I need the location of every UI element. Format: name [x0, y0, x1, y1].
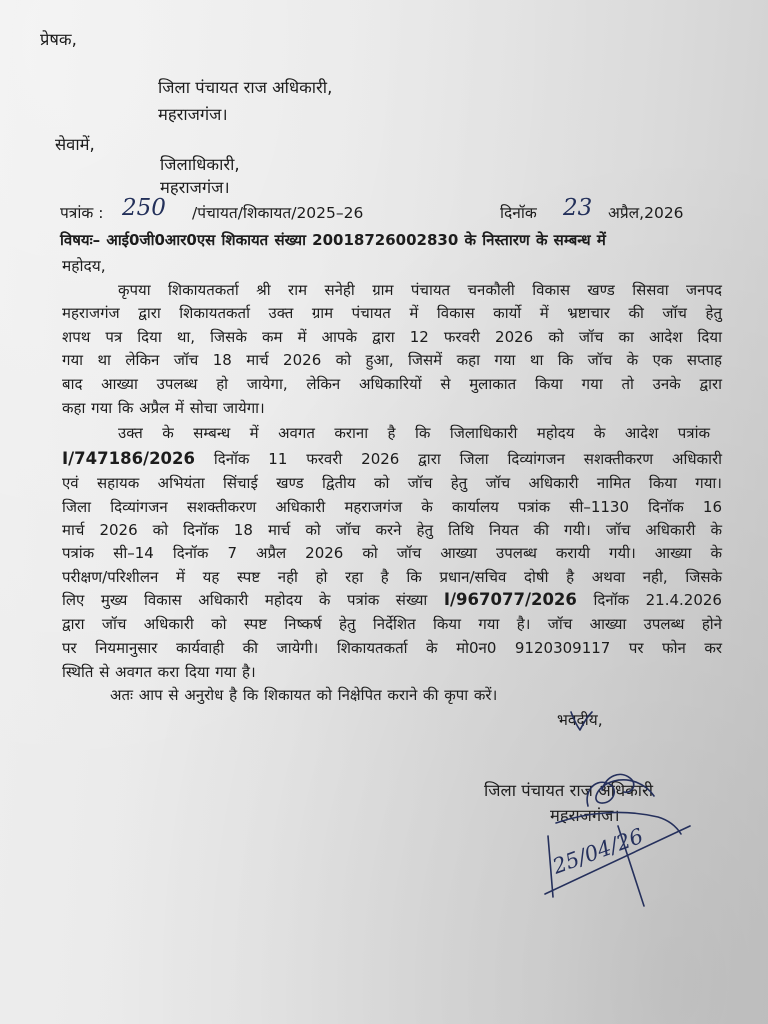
- recipient-designation: जिलाधिकारी,: [160, 155, 240, 174]
- body-line: उक्त के सम्बन्ध में अवगत कराना है कि जिलाधिकारी महोदय के आदेश पत्रांक: [118, 424, 710, 442]
- sender-place: महराजगंज।: [158, 105, 228, 124]
- body-line: स्थिति से अवगत करा दिया गया है।: [62, 663, 256, 681]
- body-line: परीक्षण/परिशीलन में यह स्पष्ट नही हो रहा है कि प्रधान/सचिव दोषी है अथवा नही, जिसके: [62, 568, 722, 586]
- sender-designation: जिला पंचायत राज अधिकारी,: [158, 78, 333, 97]
- reference-file: /पंचायत/शिकायत/2025–26: [192, 204, 364, 222]
- signatory-place: महराजगंज।: [550, 806, 620, 825]
- from-label: प्रेषक,: [40, 30, 77, 49]
- body-line: द्वारा जॉच अधिकारी को स्पष्ट निष्कर्ष हेतु निर्देशित किया गया है। जॉच आख्या उपलब्ध होने: [62, 615, 722, 633]
- body-line: पर नियमानुसार कार्यवाही की जायेगी। शिकायतकर्ता के मो0न0 9120309117 पर फोन कर: [62, 639, 722, 657]
- reference-date-rest: अप्रैल,2026: [608, 204, 684, 222]
- body-line: महराजगंज द्वारा शिकायतकर्ता उक्त ग्राम पंचायत में विकास कार्यो में भ्रष्टाचार की जॉच हेतु: [62, 304, 722, 322]
- body-line: मार्च 2026 को दिनॉक 18 मार्च को जॉच करने हेतु तिथि नियत की गयी। जॉच अधिकारी के: [62, 521, 722, 539]
- body-line: पत्रांक सी–14 दिनॉक 7 अप्रैल 2026 को जॉच आख्या उपलब्ध करायी गयी। आख्या के: [62, 544, 722, 562]
- letter-reference-number: I/747186/2026: [62, 449, 195, 468]
- body-line: कहा गया कि अप्रैल में सोचा जायेगा।: [62, 399, 265, 417]
- reference-label: पत्रांक :: [60, 204, 104, 222]
- salutation: महोदय,: [62, 257, 106, 275]
- signatory-designation: जिला पंचायत राज अधिकारी: [484, 781, 654, 800]
- signed-date: 25/04/26: [549, 823, 647, 879]
- date-box-left-line: [548, 836, 553, 897]
- body-text: लिए मुख्य विकास अधिकारी महोदय के पत्रांक संख्या: [62, 591, 428, 609]
- body-line: कृपया शिकायतकर्ता श्री राम सनेही ग्राम पंचायत चनकौली विकास खण्ड सिसवा जनपद: [118, 281, 722, 299]
- body-line: शपथ पत्र दिया था, जिसके कम में आपके द्वारा 12 फरवरी 2026 को जॉच का आदेश दिया: [62, 328, 722, 346]
- body-line: [62, 447, 722, 471]
- body-line: गया था लेकिन जॉच 18 मार्च 2026 को हुआ, जिसमें कहा गया था कि जॉच के एक सप्ताह: [62, 351, 722, 369]
- to-label: सेवामें,: [55, 135, 95, 154]
- reference-date-day: 23: [563, 195, 593, 221]
- body-text: दिनॉक 21.4.2026: [593, 591, 722, 609]
- body-line: [62, 588, 722, 612]
- closing: भवदीय,: [557, 711, 603, 729]
- reference-number: 250: [122, 195, 166, 221]
- reference-date-label: दिनॉक: [500, 204, 537, 222]
- body-line: बाद आख्या उपलब्ध हो जायेगा, लेकिन अधिकारियों से मुलाकात किया गया तो उनके द्वारा: [62, 375, 722, 393]
- subject-line: विषयः– आई0जी0आर0एस शिकायत संख्या 20018726002830 के निस्तारण के सम्बन्ध में: [60, 231, 606, 249]
- letter-reference-number: I/967077/2026: [443, 590, 577, 609]
- recipient-place: महराजगंज।: [160, 178, 230, 197]
- date-box-cross-line: [618, 826, 644, 906]
- body-line: जिला दिव्यांगजन सशक्तीकरण अधिकारी महराजगंज के कार्यालय पत्रांक सी–1130 दिनॉक 16: [62, 498, 722, 516]
- body-line: एवं सहायक अभियंता सिंचाई खण्ड द्वितीय को जॉच हेतु जॉच अधिकारी नामित किया गया।: [62, 474, 722, 492]
- body-text: दिनॉक 11 फरवरी 2026 द्वारा जिला दिव्यांगजन सशक्तीकरण अधिकारी: [213, 450, 722, 468]
- date-box-diagonal-line: [545, 823, 690, 894]
- body-line: अतः आप से अनुरोध है कि शिकायत को निक्षेपित कराने की कृपा करें।: [110, 686, 498, 704]
